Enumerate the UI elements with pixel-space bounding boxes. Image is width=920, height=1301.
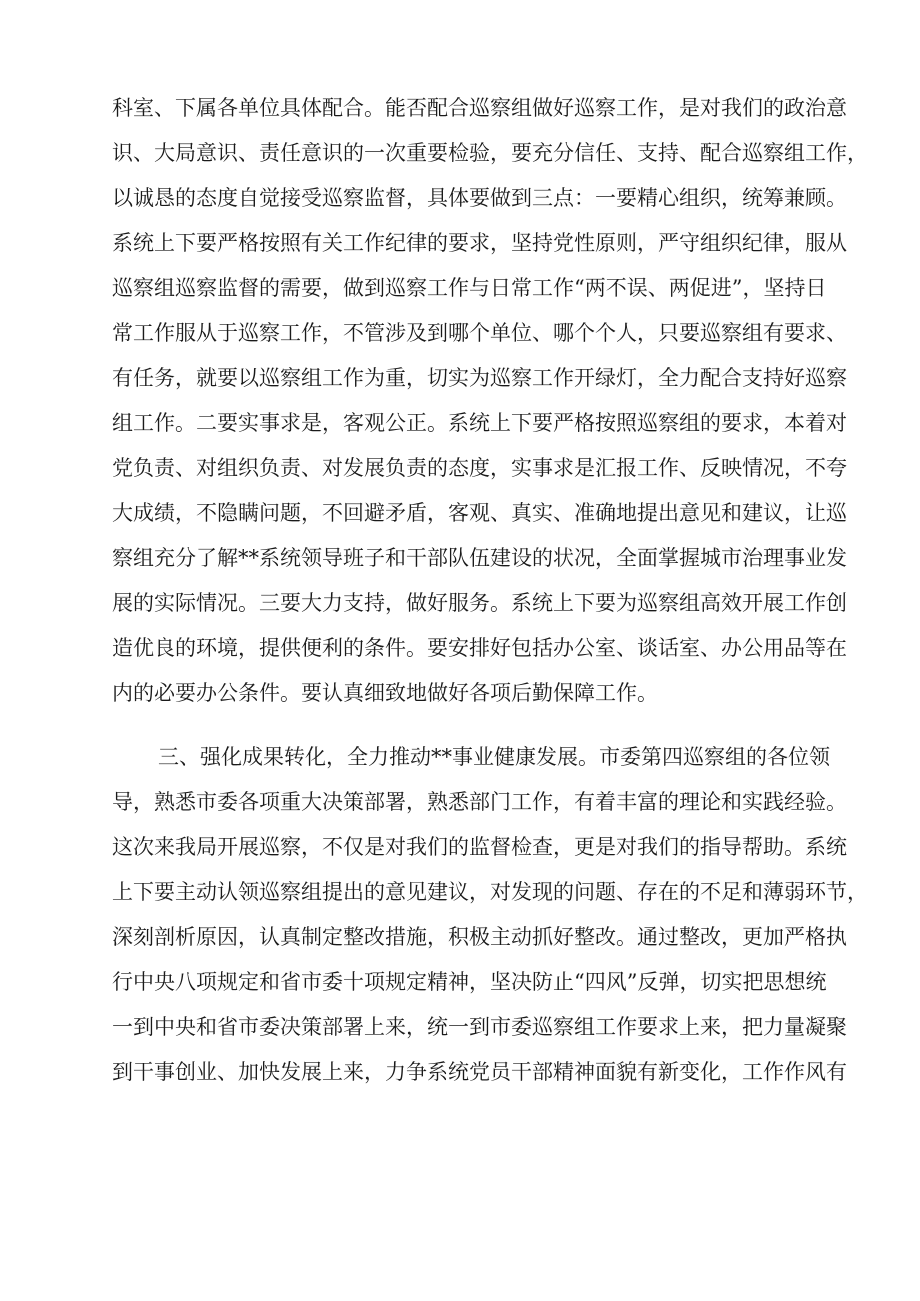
text-line: 有任务，就要以巡察组工作为重，切实为巡察工作开绿灯，全力配合支持好巡察 [112, 366, 847, 390]
text-line: 上下要主动认领巡察组提出的意见建议，对发现的问题、存在的不足和薄弱环节， [112, 880, 868, 904]
text-line: 常工作服从于巡察工作，不管涉及到哪个单位、哪个个人，只要巡察组有要求、 [112, 321, 847, 345]
text-line: 组工作。二要实事求是，客观公正。系统上下要严格按照巡察组的要求，本着对 [112, 411, 847, 435]
text-line: 一到中央和省市委决策部署上来，统一到市委巡察组工作要求上来，把力量凝聚 [112, 1015, 847, 1039]
text-line: 察组充分了解**系统领导班子和干部队伍建设的状况，全面掌握城市治理事业发 [112, 546, 847, 570]
text-line: 这次来我局开展巡察，不仅是对我们的监督检查，更是对我们的指导帮助。系统 [112, 835, 847, 859]
text-line: 行中央八项规定和省市委十项规定精神，坚决防止“四风”反弹，切实把思想统 [112, 970, 827, 994]
text-line: 系统上下要严格按照有关工作纪律的要求，坚持党性原则，严守组织纪律，服从 [112, 231, 847, 255]
text-line: 党负责、对组织负责、对发展负责的态度，实事求是汇报工作、反映情况，不夸 [112, 456, 847, 480]
text-line: 大成绩，不隐瞒问题，不回避矛盾，客观、真实、准确地提出意见和建议，让巡 [112, 501, 847, 525]
text-line: 以诚恳的态度自觉接受巡察监督，具体要做到三点：一要精心组织，统筹兼顾。 [112, 186, 847, 210]
text-line: 科室、下属各单位具体配合。能否配合巡察组做好巡察工作，是对我们的政治意 [112, 96, 847, 120]
text-line: 三、强化成果转化，全力推动**事业健康发展。市委第四巡察组的各位领 [158, 745, 830, 769]
text-line: 到干事创业、加快发展上来，力争系统党员干部精神面貌有新变化，工作作风有 [112, 1060, 847, 1084]
text-line: 深刻剖析原因，认真制定整改措施，积极主动抓好整改。通过整改，更加严格执 [112, 925, 847, 949]
text-line: 巡察组巡察监督的需要，做到巡察工作与日常工作“两不误、两促进”，坚持日 [112, 276, 827, 300]
text-line: 造优良的环境，提供便利的条件。要安排好包括办公室、谈话室、办公用品等在 [112, 636, 847, 660]
text-line: 导，熟悉市委各项重大决策部署，熟悉部门工作，有着丰富的理论和实践经验。 [112, 790, 847, 814]
text-line: 展的实际情况。三要大力支持，做好服务。系统上下要为巡察组高效开展工作创 [112, 591, 847, 615]
text-line: 识、大局意识、责任意识的一次重要检验，要充分信任、支持、配合巡察组工作， [112, 141, 868, 165]
text-line: 内的必要办公条件。要认真细致地做好各项后勤保障工作。 [112, 681, 658, 705]
